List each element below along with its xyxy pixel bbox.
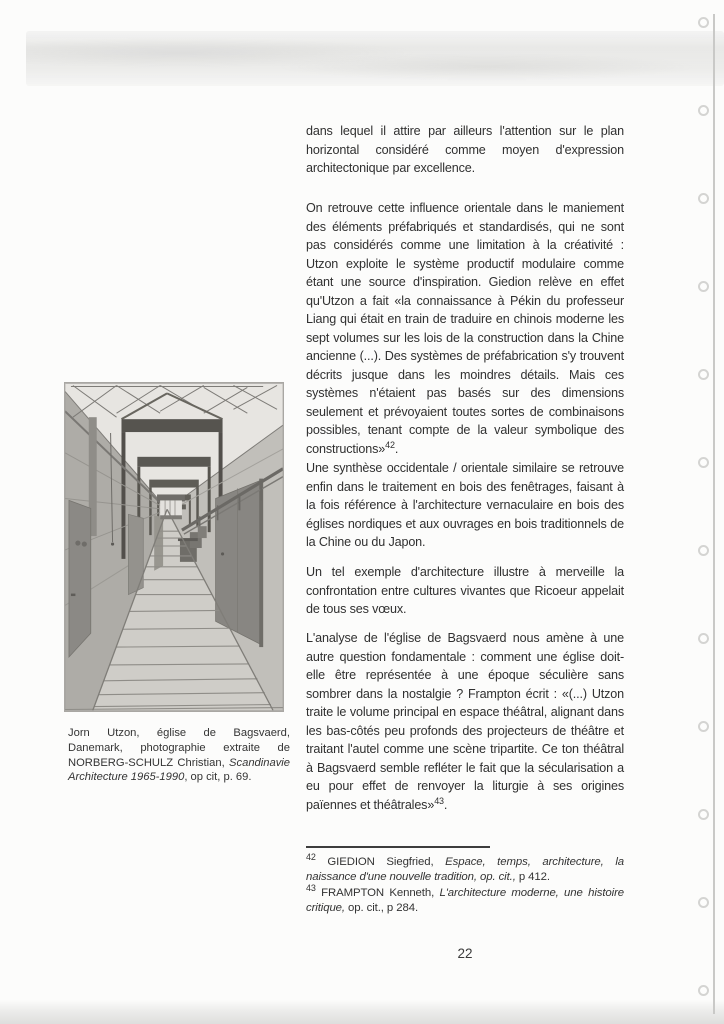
footnote-ref-42: 42 (385, 439, 395, 450)
binder-hole (698, 721, 709, 732)
scan-artifact-band-bottom (0, 1000, 724, 1024)
binder-hole (698, 985, 709, 996)
paragraph-4: Un tel exemple d'architecture illustre à merveille la confrontation entre cultures vivantes que Ricoeur appelait de tous ses vœux. (306, 565, 624, 616)
footnote-separator (306, 846, 490, 848)
binder-hole (698, 281, 709, 292)
page-number: 22 (457, 946, 473, 961)
footnotes-section (306, 846, 624, 917)
footnote-43-author: FRAMPTON Kenneth, (315, 886, 440, 899)
paragraph-2-end: . (394, 441, 399, 456)
bagsvaerd-corridor-photo (64, 382, 284, 712)
binder-hole (698, 897, 709, 908)
paragraph-2-text: On retrouve cette influence orientale dans le maniement des éléments préfabriqués et standardisés, qui ne sont pas considérés comme une limitation à la créativité : Utzon exploite le système productif modulaire comme étant une source d'inspiration. Giedion relève en effet qu'Utzon a fait «la connaissance à Pékin du professeur Liang qui était en train de traduire en chinois moderne les sept volumes sur les lois de la construction dans la Chine ancienne (...). Des systèmes de préfabrication s'y trouvent décrits jusque dans les moindres détails. Mais ces systèmes n'étaient pas basés sur des dimensions seulement et prévoyaient toutes sortes de combinaisons possibles, tenant compte de la valeur symbolique des constructions» (306, 201, 624, 456)
paragraph-5-end: . (443, 797, 448, 812)
binder-hole (698, 545, 709, 556)
footnote-42-marker: 42 (306, 852, 316, 863)
caption-text: Jorn Utzon, église de Bagsvaerd, Danemark, photographie extraite de NORBERG-SCHULZ Christian, (68, 727, 290, 769)
caption-text: , op cit, p. 69. (184, 771, 252, 784)
figure-bagsvaerd (64, 382, 290, 784)
binder-hole (698, 809, 709, 820)
binder-hole (698, 369, 709, 380)
paragraph-3: Une synthèse occidentale / orientale similaire se retrouve enfin dans le traitement en bois des fenêtrages, faisant à la fois référence à l'architecture vernaculaire en bois des églises nordiques et aux ouvrages en bois traditionnels de la Chine ou du Japon. (306, 461, 624, 549)
paragraph-1: dans lequel il attire par ailleurs l'attention sur le plan horizontal considéré comme moyen d'expression architectonique par excellence. (306, 124, 624, 175)
footnote-42 (306, 852, 624, 886)
binder-hole (698, 193, 709, 204)
paragraph-2 (306, 199, 624, 458)
footnote-43 (306, 883, 625, 917)
footnote-43-page: op. cit., p 284. (344, 902, 419, 915)
binder-hole (698, 633, 709, 644)
caption-book-title: Scandinavie Architecture 1965-1990 (68, 756, 290, 784)
binder-hole (698, 105, 709, 116)
paragraph-5 (306, 629, 624, 814)
footnote-42-author: GIEDION Siegfried, (315, 856, 446, 868)
scan-artifact-band-top (26, 31, 724, 86)
binder-hole (698, 457, 709, 468)
footnote-42-page: p 412. (515, 871, 550, 884)
paragraph-5-text: L'analyse de l'église de Bagsvaerd nous amène à une autre question fondamentale : comment une église doit-elle être représentée à une époque séculière sans sombrer dans la nostalgie ? Frampton écrit : «(...) Utzon traite le volume principal en espace théâtral, alignant dans les bas-côtés peu profonds des projecteurs de théâtre et traitant l'autel comme une scène tripartite. Ce ton théâtral à Bagsvaerd semble refléter le fait que la sécularisation a eu pour effet de renvoyer la liturgie à ses origines païennes et théâtrales» (306, 631, 624, 812)
footnote-43-title: L'architecture moderne, une histoire critique, (306, 886, 625, 915)
photo-caption (68, 726, 290, 785)
binder-hole (698, 17, 709, 28)
footnote-42-title: Espace, temps, architecture, la naissance d'une nouvelle tradition, op. cit., (306, 856, 624, 884)
footnote-ref-43: 43 (434, 795, 444, 806)
page-edge-line (713, 14, 715, 1014)
footnote-43-marker: 43 (306, 883, 316, 894)
